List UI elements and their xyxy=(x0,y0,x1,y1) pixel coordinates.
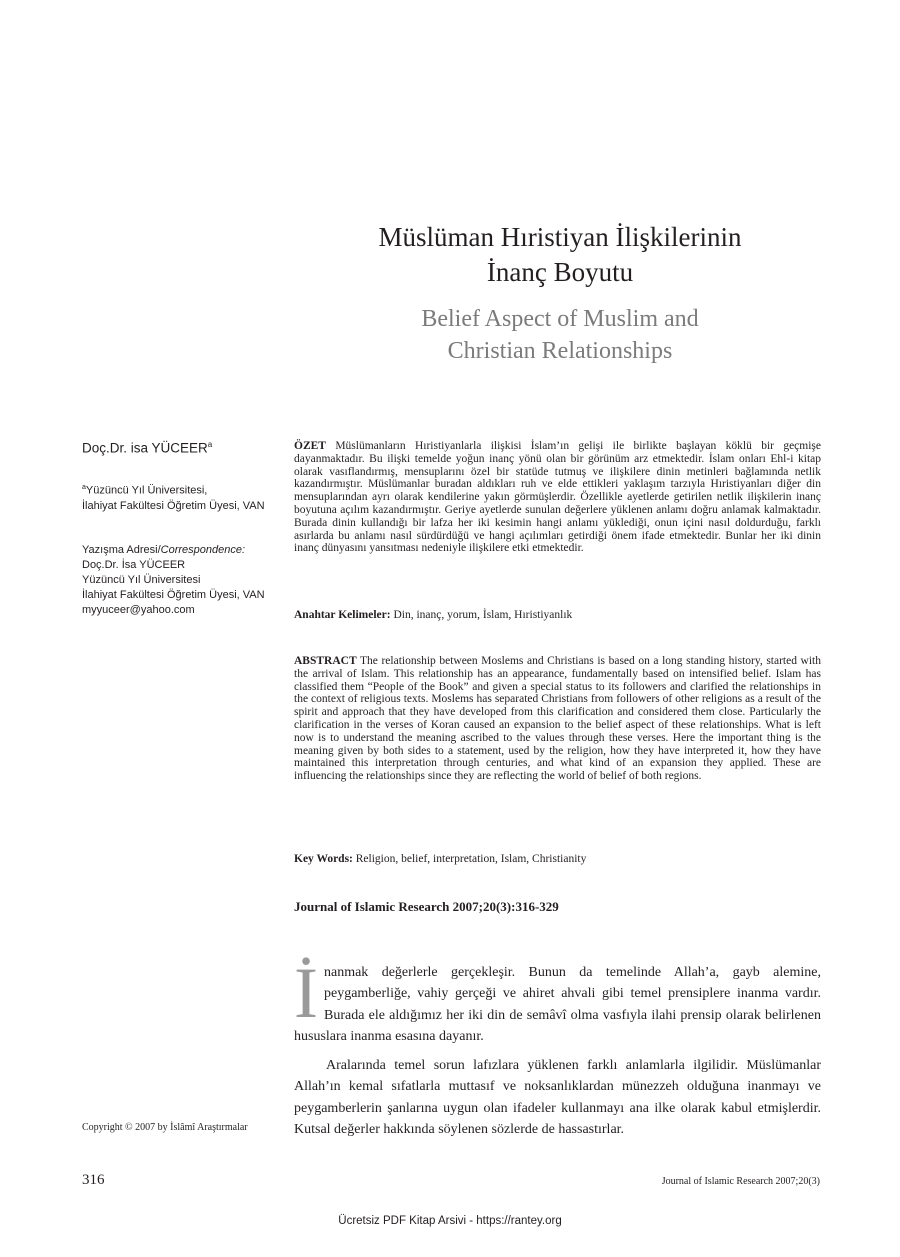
affiliation-line-2: İlahiyat Fakültesi Öğretim Üyesi, VAN xyxy=(82,499,265,512)
title-tr-line-1: Müslüman Hıristiyan İlişkilerinin xyxy=(378,222,742,252)
author-name-text: Doç.Dr. isa YÜCEER xyxy=(82,440,208,456)
body-paragraph-1 xyxy=(294,953,821,1048)
keywords-en-label: Key Words: xyxy=(294,853,353,865)
english-abstract xyxy=(294,655,821,783)
article-title-turkish xyxy=(300,220,820,290)
author-sup: a xyxy=(207,440,213,449)
running-footer: Journal of Islamic Research 2007;20(3) xyxy=(661,1176,820,1187)
correspondence-block xyxy=(82,543,282,618)
article-title-english xyxy=(300,303,820,367)
title-tr-line-2: İnanç Boyutu xyxy=(486,257,634,287)
affiliation-line-1: Yüzüncü Yıl Üniversitesi, xyxy=(85,484,208,497)
keywords-tr-text: Din, inanç, yorum, İslam, Hıristiyanlık xyxy=(393,609,573,621)
journal-citation: Journal of Islamic Research 2007;20(3):316-329 xyxy=(294,899,559,914)
ozet-abstract xyxy=(294,440,821,555)
correspondence-line-1: Doç.Dr. İsa YÜCEER xyxy=(82,559,186,571)
title-en-line-2: Christian Relationships xyxy=(447,338,673,364)
correspondence-label-en: Correspondence: xyxy=(160,544,246,556)
correspondence-line-2: Yüzüncü Yıl Üniversitesi xyxy=(82,574,201,586)
copyright-notice: Copyright © 2007 by İslâmî Araştırmalar xyxy=(82,1122,248,1133)
keywords-en-text: Religion, belief, interpretation, Islam, Christianity xyxy=(355,853,587,865)
author-affiliation xyxy=(82,480,282,514)
correspondence-line-3: İlahiyat Fakültesi Öğretim Üyesi, VAN xyxy=(82,589,265,601)
correspondence-label-tr: Yazışma Adresi/ xyxy=(82,544,161,556)
drop-cap: İ xyxy=(294,953,318,1033)
keywords-english xyxy=(294,853,586,865)
abstract-text: The relationship between Moslems and Christians is based on a long standing history, started with the arrival of Islam. This relationship has an appearance, fundamentally based on intensified belief. Islam has classified them “People of the Book” and given a special status to its followers and clarified the relationships in the context of religious texts. Moslems has separated Christians from followers of other religions as a result of the spirit and approach that they have developed from this clarification and considered them close. Particularly the clarification in the verses of Koran caused an expansion to the belief aspect of these relationships. What is left now is to understand the meaning ascribed to the values through these verses. Here the important thing is the meaning given by both sides to a statement, used by the religion, how they have interpreted it, how they have maintained this interpretation through centuries, and what kind of an expansion they applied. These are influencing the relationships since they are reflecting the world of belief of both regions. xyxy=(294,655,821,783)
affiliation-sup: a xyxy=(82,484,86,491)
title-en-line-1: Belief Aspect of Muslim and xyxy=(421,306,699,332)
keywords-turkish xyxy=(294,609,572,621)
abstract-label: ABSTRACT xyxy=(294,655,357,667)
page-number: 316 xyxy=(82,1172,105,1188)
correspondence-email: myyuceer@yahoo.com xyxy=(82,604,195,616)
site-footer: Ücretsiz PDF Kitap Arsivi - https://rantey.org xyxy=(338,1215,562,1227)
ozet-text: Müslümanların Hıristiyanlarla ilişkisi İslam’ın gelişi ile birlikte başlayan köklü bir geçmişe dayanmaktadır. Bu ilişki temelde yoğun inanç yönü olan bir görünüm arz etmektedir. İslam onları Ehl-i kitap olarak vasıflandırmış, mensuplarını özel bir statüde tutmuş ve ilişkilere dinin metinleri bağlamında netlik kazandırmıştır. Müslümanlar buradan aldıkları ruh ve elde ettikleri yaklaşım tarzıyla Hıristiyanları diğer din mensuplarından ayrı olarak kendilerine yakın görmüşlerdir. Özellikle ayetlerde getirilen netlik ilişkilerin inanç boyutuna açılım kazandırmıştır. Geriye ayetlerde sunulan değerlere yüklenen anlamı doğru anlamak kalmaktadır. Burada dinin kullandığı bir lafza her iki kesimin hangi anlamı yüklediği, onun içini nasıl doldurduğu, farklı asırlarda bu anlamı nasıl sürdürdüğü ve hangi açılımları getirdiği önem ifade etmektedir. Bunlar her iki dinin inanç dünyasını yansıtması nedeniyle ilişkilere etki etmektedir. xyxy=(294,440,822,555)
author-name xyxy=(82,440,282,456)
keywords-tr-label: Anahtar Kelimeler: xyxy=(294,609,391,621)
ozet-label: ÖZET xyxy=(294,440,326,452)
body-paragraph-2: Aralarında temel sorun lafızlara yüklenen farklı anlamlarla ilgilidir. Müslümanlar Allah’ın kemal sıfatlarla muttasıf ve noksanlıklardan münezzeh olduğuna inanmayı ve peygamberlerin şanlarına uygun olan ifadeler kullanmayı ana ilke olarak kabul etmişlerdir. Kutsal değerler hakkında söylenen sözlerde de hassastırlar. xyxy=(294,1058,821,1138)
body-paragraph-1-text: nanmak değerlerle gerçekleşir. Bunun da temelinde Allah’a, gayb alemine, peygamberliğe, vahiy gerçeği ve ahiret ahvali gibi temel prensiplere inanma vardır. Burada ele aldığımız her iki din de semâvî olma vasfıyla ilahi prensip olarak belirlenen hususlara inanma esasına dayanır. xyxy=(294,965,821,1045)
